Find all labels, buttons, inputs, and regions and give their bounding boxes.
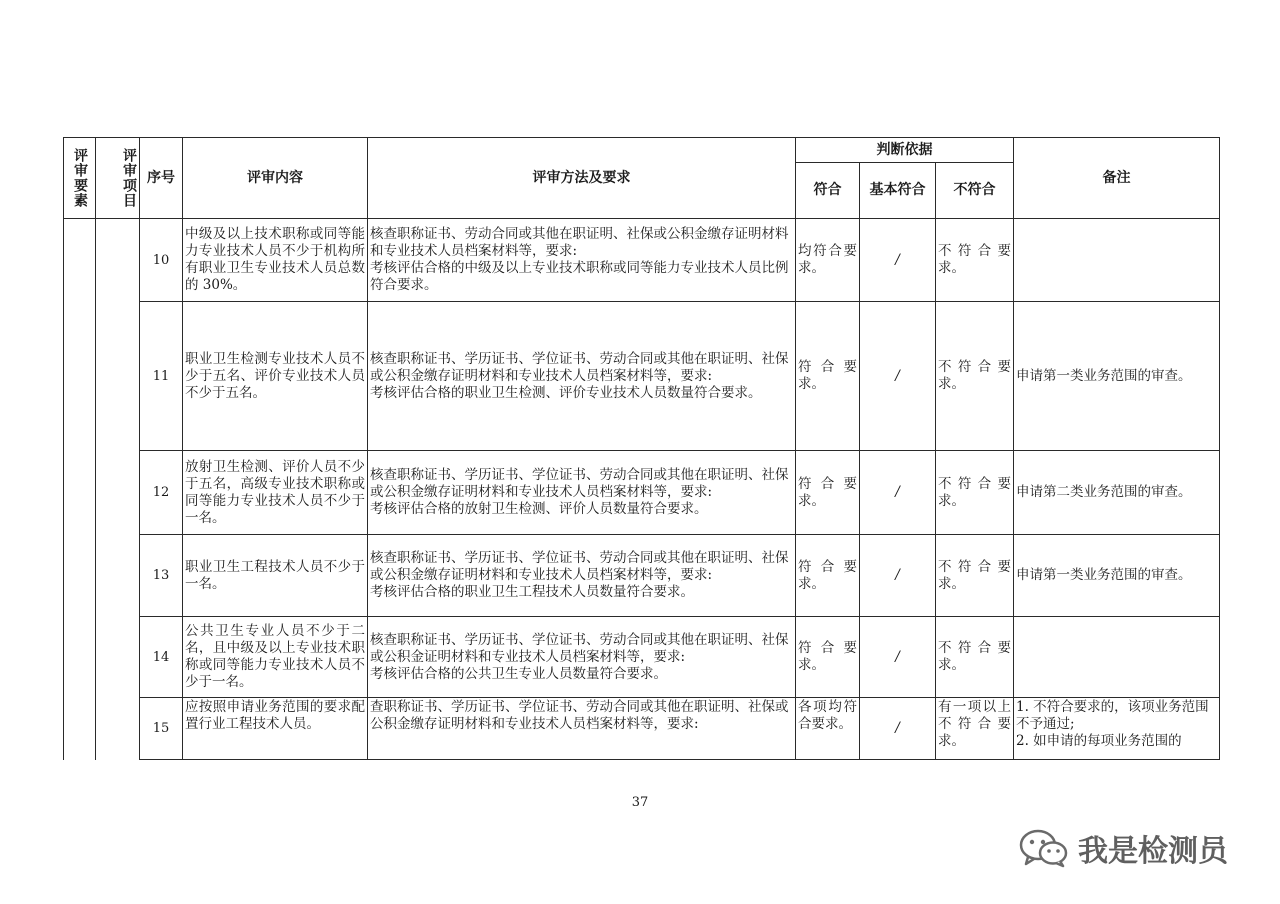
conform-cell: 符合要求。 xyxy=(796,302,860,451)
conform-cell: 符合要求。 xyxy=(796,535,860,617)
table-row xyxy=(64,698,1220,760)
header-judgment-basis: 判断依据 xyxy=(796,138,1014,163)
nonconform-cell: 有一项以上不符合要求。 xyxy=(936,698,1014,760)
row-number: 12 xyxy=(140,451,183,535)
review-content-cell: 职业卫生工程技术人员不少于一名。 xyxy=(183,535,368,617)
review-content-cell: 应按照申请业务范围的要求配置行业工程技术人员。 xyxy=(183,698,368,760)
remarks-cell xyxy=(1014,219,1220,302)
row-number: 14 xyxy=(140,617,183,698)
table-row xyxy=(64,302,1220,451)
remarks-cell: 申请第一类业务范围的审查。 xyxy=(1014,535,1220,617)
header-review-method: 评审方法及要求 xyxy=(368,138,796,219)
row-number: 13 xyxy=(140,535,183,617)
row-number: 11 xyxy=(140,302,183,451)
header-review-item: 评审项目 xyxy=(96,138,140,219)
basic-conform-cell: / xyxy=(860,302,936,451)
review-method-cell: 核查职称证书、学历证书、学位证书、劳动合同或其他在职证明、社保或公积金缴存证明材料和专业技术人员档案材料等，要求: 考核评估合格的职业卫生检测、评价专业技术人员数量符合要求。 xyxy=(368,302,796,451)
conform-cell: 符合要求。 xyxy=(796,617,860,698)
header-conform: 符合 xyxy=(796,163,860,219)
basic-conform-cell: / xyxy=(860,535,936,617)
conform-cell: 符合要求。 xyxy=(796,451,860,535)
nonconform-cell: 不符合要求。 xyxy=(936,535,1014,617)
review-content-cell: 公共卫生专业人员不少于二名，且中级及以上专业技术职称或同等能力专业技术人员不少于一名。 xyxy=(183,617,368,698)
conform-cell: 各项均符合要求。 xyxy=(796,698,860,760)
review-method-cell: 核查职称证书、学历证书、学位证书、劳动合同或其他在职证明、社保或公积金缴存证明材料和专业技术人员档案材料等，要求: 考核评估合格的职业卫生工程技术人员数量符合要求。 xyxy=(368,535,796,617)
review-content-cell: 放射卫生检测、评价人员不少于五名，高级专业技术职称或同等能力专业技术人员不少于一名。 xyxy=(183,451,368,535)
watermark-text: 我是检测员 xyxy=(1078,834,1228,869)
conform-cell: 均符合要求。 xyxy=(796,219,860,302)
nonconform-cell: 不符合要求。 xyxy=(936,451,1014,535)
review-element-cell xyxy=(64,219,96,760)
header-nonconform: 不符合 xyxy=(936,163,1014,219)
review-content-cell: 职业卫生检测专业技术人员不少于五名、评价专业技术人员不少于五名。 xyxy=(183,302,368,451)
wechat-icon xyxy=(1018,828,1070,868)
basic-conform-cell: / xyxy=(860,451,936,535)
nonconform-cell: 不符合要求。 xyxy=(936,302,1014,451)
nonconform-cell: 不符合要求。 xyxy=(936,617,1014,698)
review-method-cell: 核查职称证书、学历证书、学位证书、劳动合同或其他在职证明、社保或公积金缴存证明材料和专业技术人员档案材料等，要求: 考核评估合格的放射卫生检测、评价人员数量符合要求。 xyxy=(368,451,796,535)
header-remarks: 备注 xyxy=(1014,138,1220,219)
remarks-cell: 1. 不符合要求的，该项业务范围不予通过; 2. 如申请的每项业务范围的 xyxy=(1014,698,1220,760)
review-method-cell: 核查职称证书、劳动合同或其他在职证明、社保或公积金缴存证明材料和专业技术人员档案材料等，要求: 考核评估合格的中级及以上专业技术职称或同等能力专业技术人员比例符合要求。 xyxy=(368,219,796,302)
table-row xyxy=(64,219,1220,302)
remarks-cell xyxy=(1014,617,1220,698)
basic-conform-cell: / xyxy=(860,617,936,698)
review-criteria-table xyxy=(63,137,1220,760)
basic-conform-cell: / xyxy=(860,219,936,302)
header-sequence: 序号 xyxy=(140,138,183,219)
row-number: 10 xyxy=(140,219,183,302)
page-number: 37 xyxy=(631,795,649,810)
header-review-element: 评审要素 xyxy=(64,138,96,219)
table-row xyxy=(64,535,1220,617)
review-content-cell: 中级及以上技术职称或同等能力专业技术人员不少于机构所有职业卫生专业技术人员总数的 30%。 xyxy=(183,219,368,302)
review-item-cell xyxy=(96,219,140,760)
table-row xyxy=(64,451,1220,535)
review-method-cell: 查职称证书、学历证书、学位证书、劳动合同或其他在职证明、社保或公积金缴存证明材料和专业技术人员档案材料等，要求: xyxy=(368,698,796,760)
review-method-cell: 核查职称证书、学历证书、学位证书、劳动合同或其他在职证明、社保或公积金证明材料和专业技术人员档案材料等，要求: 考核评估合格的公共卫生专业人员数量符合要求。 xyxy=(368,617,796,698)
header-review-content: 评审内容 xyxy=(183,138,368,219)
watermark xyxy=(1018,826,1228,870)
header-basic-conform: 基本符合 xyxy=(860,163,936,219)
remarks-cell: 申请第二类业务范围的审查。 xyxy=(1014,451,1220,535)
basic-conform-cell: / xyxy=(860,698,936,760)
nonconform-cell: 不符合要求。 xyxy=(936,219,1014,302)
table-row xyxy=(64,617,1220,698)
remarks-cell: 申请第一类业务范围的审查。 xyxy=(1014,302,1220,451)
row-number: 15 xyxy=(140,698,183,760)
